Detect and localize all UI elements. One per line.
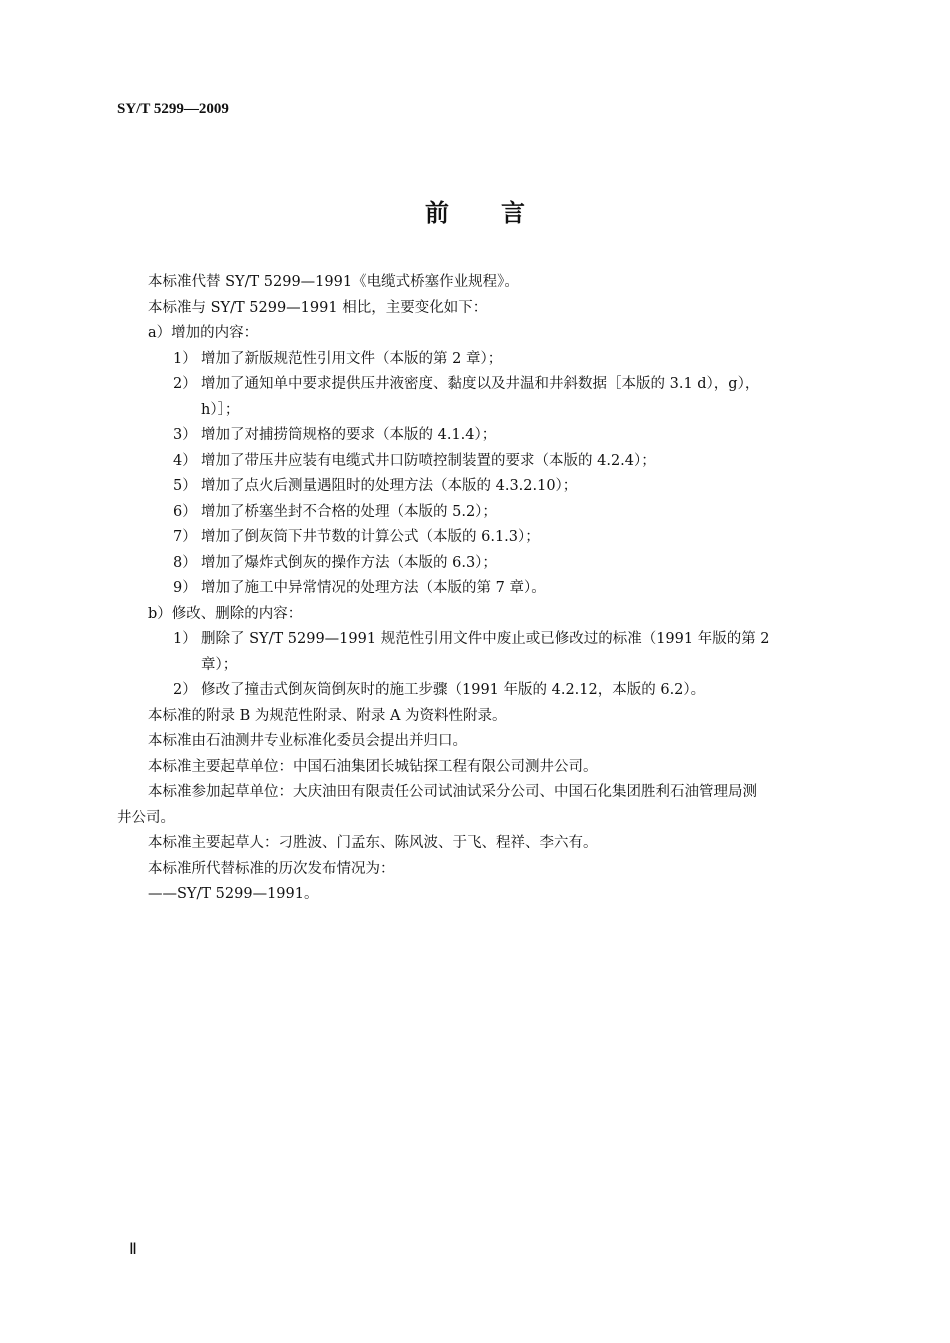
item-text: 增加了施工中异常情况的处理方法（本版的第 7 章）。 (201, 580, 546, 596)
item-number: 7） (173, 529, 197, 545)
item-continuation: 章）； (201, 656, 238, 673)
item-text: 增加了爆炸式倒灰的操作方法（本版的 6.3）； (201, 554, 497, 571)
item-number: 4） (173, 452, 197, 469)
list-item (117, 500, 857, 526)
item-number: 6） (173, 503, 197, 520)
main-drafting-unit: 本标准主要起草单位：中国石油集团长城钻探工程有限公司测井公司。 (148, 758, 598, 775)
item-text: 增加了通知单中要求提供压井液密度、黏度以及井温和井斜数据［本版的 3.1 d），g）， (201, 376, 760, 392)
item-number: 3） (173, 427, 197, 443)
list-item (117, 525, 857, 551)
participating-units-line-1: 本标准参加起草单位：大庆油田有限责任公司试油试采分公司、中国石化集团胜利石油管理局测 (148, 784, 757, 800)
section-b-label: b）修改、删除的内容： (148, 605, 303, 622)
list-item (117, 372, 857, 398)
item-number: 1） (173, 631, 197, 647)
item-text: 增加了点火后测量遇阻时的处理方法（本版的 4.3.2.10）； (201, 478, 578, 494)
item-number: 8） (173, 554, 197, 571)
item-text: 增加了倒灰筒下井节数的计算公式（本版的 6.1.3）； (201, 529, 540, 545)
item-text: 增加了新版规范性引用文件（本版的第 2 章）； (201, 350, 503, 367)
foreword-body (117, 270, 857, 908)
list-item (117, 551, 857, 577)
item-text: 删除了 SY/T 5299—1991 规范性引用文件中废止或已修改过的标准（1991 年版的第 2 (201, 631, 770, 647)
item-number: 9） (173, 580, 197, 596)
page-number: Ⅱ (129, 1241, 137, 1258)
item-text: 增加了对捕捞筒规格的要求（本版的 4.1.4）； (201, 427, 497, 443)
item-number: 5） (173, 478, 197, 494)
item-continuation: h）］； (201, 401, 240, 418)
participating-units-line-2: 井公司。 (117, 809, 175, 826)
item-text: 修改了撞击式倒灰筒倒灰时的施工步骤（1991 年版的 4.2.12，本版的 6.2）。 (201, 682, 706, 698)
list-item (117, 449, 857, 475)
item-number: 2） (173, 682, 197, 698)
appendix-note: 本标准的附录 B 为规范性附录、附录 A 为资料性附录。 (148, 707, 507, 724)
list-item (117, 423, 857, 449)
main-drafters: 本标准主要起草人：刁胜波、门孟东、陈风波、于飞、程祥、李六有。 (148, 835, 598, 851)
proposer-note: 本标准由石油测井专业标准化委员会提出并归口。 (148, 733, 467, 749)
intro-line-1: 本标准代替 SY/T 5299—1991《电缆式桥塞作业规程》。 (148, 274, 519, 290)
item-text: 增加了带压井应装有电缆式井口防喷控制装置的要求（本版的 4.2.4）； (201, 452, 656, 469)
item-number: 1） (173, 350, 197, 367)
standard-code-header: SY/T 5299—2009 (117, 101, 229, 117)
list-item (117, 347, 857, 373)
list-item (117, 576, 857, 602)
list-item (117, 627, 857, 653)
history-item: ——SY/T 5299—1991。 (148, 886, 319, 902)
item-number: 2） (173, 376, 197, 392)
history-label: 本标准所代替标准的历次发布情况为： (148, 860, 395, 877)
section-a-label: a）增加的内容： (148, 325, 259, 341)
list-item (117, 678, 857, 704)
page-title: 前言 (425, 198, 577, 227)
item-text: 增加了桥塞坐封不合格的处理（本版的 5.2）； (201, 503, 497, 520)
list-item (117, 474, 857, 500)
intro-line-2: 本标准与 SY/T 5299—1991 相比，主要变化如下： (148, 299, 488, 316)
